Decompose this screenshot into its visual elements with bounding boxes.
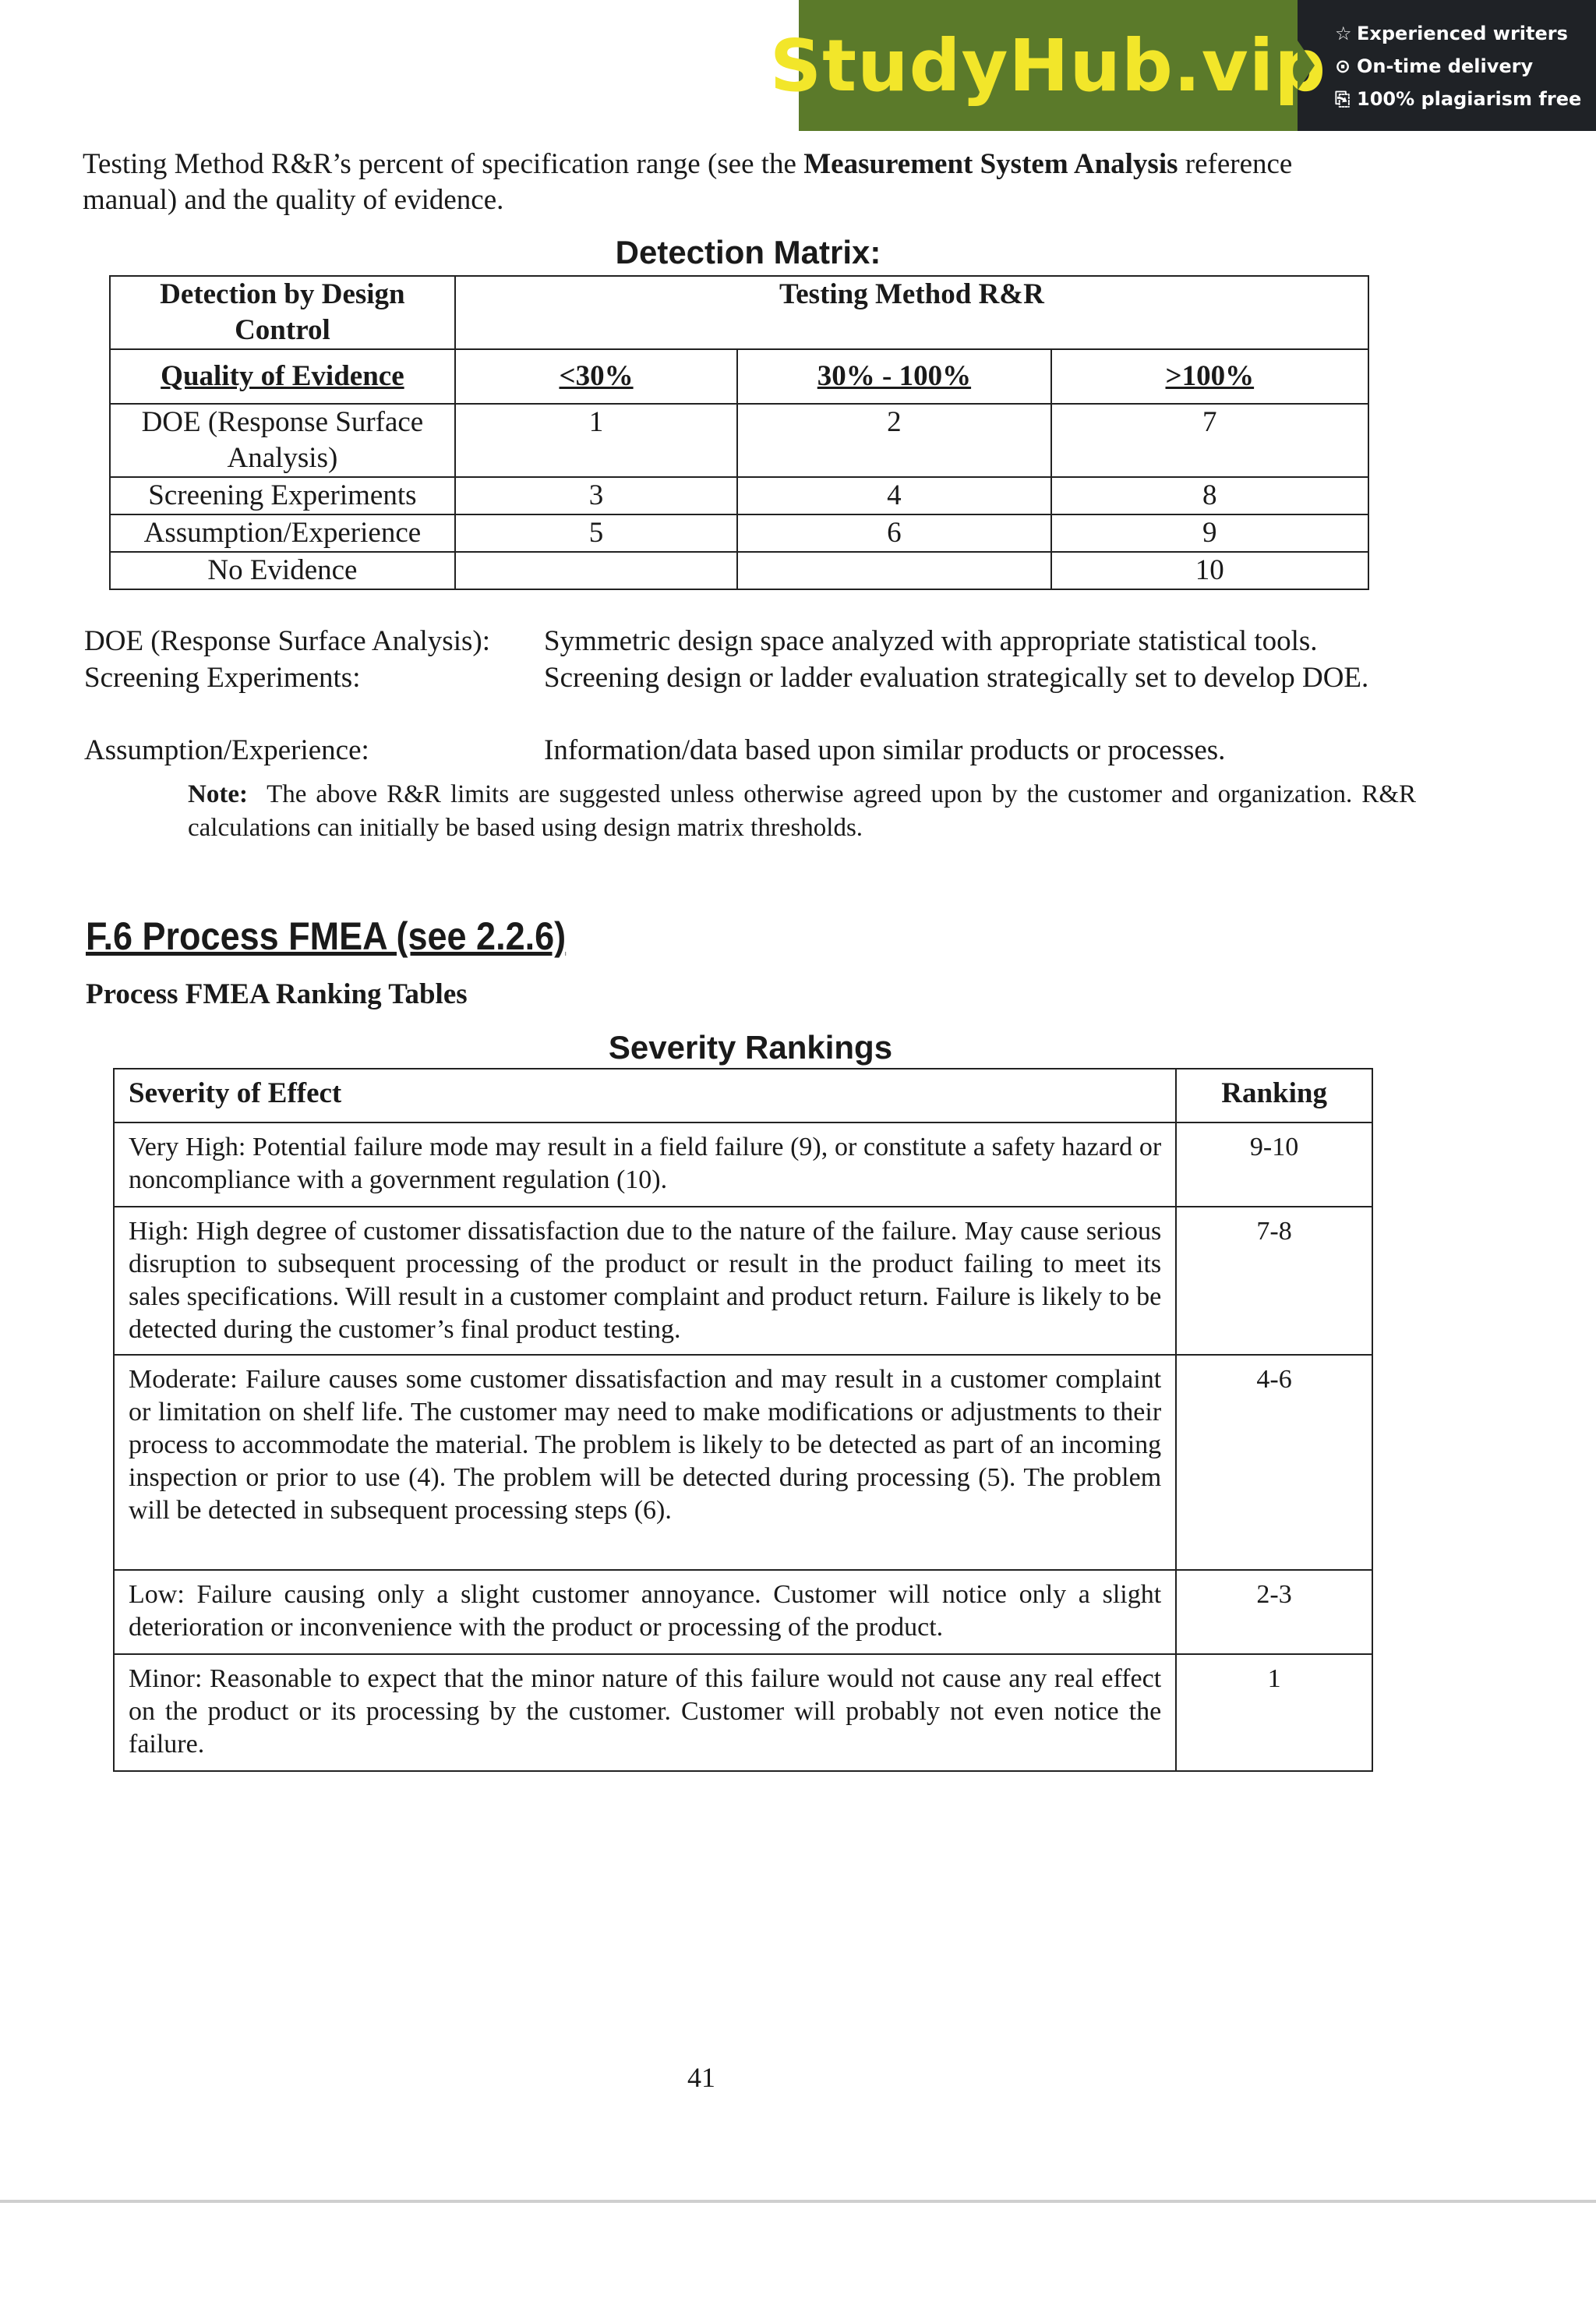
severity-ranking: 9-10 [1176, 1122, 1372, 1207]
cell-value: 10 [1051, 552, 1368, 589]
severity-description: Minor: Reasonable to expect that the minor nature of this failure would not cause any real effect on the product or its processing by the customer. Customer will probably not even notice the failure. [114, 1654, 1176, 1771]
section-subheading: Process FMEA Ranking Tables [86, 978, 468, 1010]
definition-term: Assumption/Experience: [84, 734, 369, 766]
cell-value: 4 [737, 477, 1050, 514]
page-number: 41 [687, 2062, 715, 2093]
table-row [114, 1122, 1372, 1207]
cell-value: 9 [1051, 514, 1368, 552]
column-header: <30% [455, 349, 737, 404]
intro-bold-term: Measurement System Analysis [803, 148, 1178, 180]
table-row [114, 1207, 1372, 1355]
note-label: Note: [188, 780, 248, 808]
cell-value [455, 552, 737, 589]
severity-rankings-table [113, 1068, 1373, 1772]
note-text: The above R&R limits are suggested unless otherwise agreed upon by the customer and organization. R&R calculations can initially be based using design matrix thresholds. [188, 780, 1417, 842]
feature-label: On-time delivery [1357, 55, 1534, 77]
table-row [110, 404, 1368, 477]
intro-line-1: Testing Method R&R’s percent of specification range (see the Measurement System Analysis reference [83, 148, 1293, 180]
cell-value: 5 [455, 514, 737, 552]
intro-paragraph [83, 147, 1439, 218]
studyhub-logo[interactable] [769, 0, 1327, 131]
severity-ranking: 2-3 [1176, 1570, 1372, 1654]
severity-ranking: 4-6 [1176, 1355, 1372, 1570]
detection-matrix-table [109, 275, 1369, 590]
logo-text: StudyHub.vip [769, 23, 1327, 108]
table-row [110, 477, 1368, 514]
header-effect: Severity of Effect [114, 1069, 1176, 1122]
studyhub-banner[interactable] [769, 0, 1596, 131]
table-row [114, 1570, 1372, 1654]
severity-ranking: 7-8 [1176, 1207, 1372, 1355]
cell-value [737, 552, 1050, 589]
column-header: >100% [1051, 349, 1368, 404]
table-row [110, 552, 1368, 589]
definition-term: DOE (Response Surface Analysis): [84, 625, 490, 657]
cell-value: 7 [1051, 404, 1368, 477]
feature-label: 100% plagiarism free [1357, 88, 1582, 110]
star-icon: ☆ [1335, 23, 1352, 44]
cell-value: 8 [1051, 477, 1368, 514]
definitions-list [84, 624, 1456, 772]
cell-value: 2 [737, 404, 1050, 477]
section-heading: F.6 Process FMEA (see 2.2.6) [86, 914, 567, 958]
cell-value: 1 [455, 404, 737, 477]
severity-description: Very High: Potential failure mode may result in a field failure (9), or constitute a safety hazard or noncompliance with a government regulation (10). [114, 1122, 1176, 1207]
feature-item [1335, 83, 1596, 115]
note-paragraph [188, 778, 1416, 845]
banner-features [1298, 0, 1596, 131]
severity-description: Moderate: Failure causes some customer dissatisfaction and may result in a customer complaint or limitation on shelf life. The customer may need to make modifications or adjustments to their process to accommodate the material. The problem is likely to be detected as part of an incoming inspection or prior to use (4). The problem will be detected during processing (5). The problem will be detected in subsequent processing steps (6). [114, 1355, 1176, 1570]
row-label: Screening Experiments [110, 477, 455, 514]
intro-line-2: manual) and the quality of evidence. [83, 184, 504, 216]
feature-item [1335, 50, 1596, 83]
feature-item [1335, 17, 1596, 50]
table-row [110, 514, 1368, 552]
document-icon: ⎘ [1335, 88, 1351, 110]
clock-icon: ⊙ [1335, 55, 1351, 77]
row-header: Quality of Evidence [110, 349, 455, 404]
column-header: 30% - 100% [737, 349, 1050, 404]
cell-value: 6 [737, 514, 1050, 552]
severity-description: High: High degree of customer dissatisfaction due to the nature of the failure. May cause serious disruption to subsequent processing of the product or result in the product failing to meet its sales specifications. Will result in a customer complaint and product return. Failure is likely to be detected during the customer’s final product testing. [114, 1207, 1176, 1355]
severity-ranking: 1 [1176, 1654, 1372, 1771]
header-ranking: Ranking [1176, 1069, 1372, 1122]
severity-rankings-title: Severity Rankings [608, 1029, 893, 1066]
row-label: DOE (Response Surface Analysis) [110, 404, 455, 477]
definition-term: Screening Experiments: [84, 662, 361, 694]
definition-desc: Information/data based upon similar products or processes. [544, 734, 1226, 766]
table-row [114, 1355, 1372, 1570]
row-label: Assumption/Experience [110, 514, 455, 552]
column-group-header: Testing Method R&R [455, 276, 1368, 349]
definition-desc: Screening design or ladder evaluation strategically set to develop DOE. [544, 662, 1369, 694]
definition-desc: Symmetric design space analyzed with appropriate statistical tools. [544, 625, 1318, 657]
corner-header: Detection by Design Control [110, 276, 455, 349]
cell-value: 3 [455, 477, 737, 514]
detection-matrix-title: Detection Matrix: [615, 234, 881, 270]
severity-description: Low: Failure causing only a slight customer annoyance. Customer will notice only a slight deterioration or inconvenience with the product or processing of the product. [114, 1570, 1176, 1654]
scan-edge-line [0, 2200, 1596, 2203]
row-label: No Evidence [110, 552, 455, 589]
feature-label: Experienced writers [1357, 23, 1568, 44]
table-row [114, 1654, 1372, 1771]
